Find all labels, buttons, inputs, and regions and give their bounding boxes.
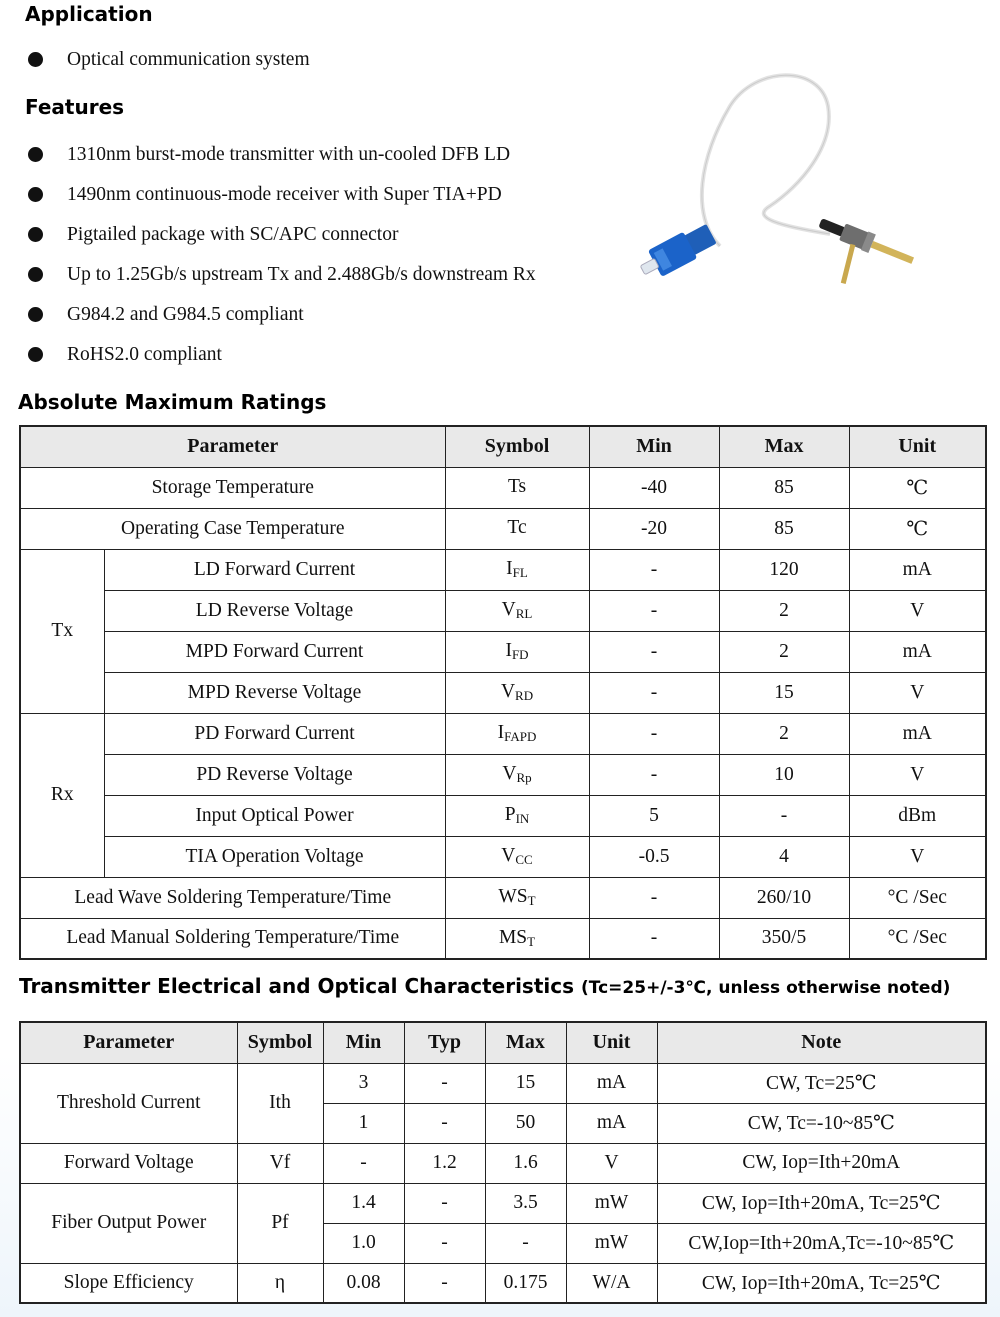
unit-cell: dBm bbox=[849, 795, 986, 836]
symbol-cell bbox=[445, 467, 589, 508]
typ-cell: - bbox=[404, 1063, 485, 1103]
typ-cell: - bbox=[404, 1263, 485, 1303]
symbol-base: I bbox=[506, 558, 513, 579]
table-row bbox=[20, 1263, 986, 1303]
unit-cell: V bbox=[849, 672, 986, 713]
unit-cell: V bbox=[849, 754, 986, 795]
symbol-cell bbox=[445, 918, 589, 959]
bullet-icon bbox=[28, 52, 43, 67]
symbol-cell bbox=[445, 631, 589, 672]
table-row bbox=[20, 631, 986, 672]
min-cell: - bbox=[589, 713, 719, 754]
symbol-cell bbox=[445, 713, 589, 754]
symbol-base: WS bbox=[498, 886, 528, 907]
unit-cell: mA bbox=[849, 713, 986, 754]
parameter-cell: LD Reverse Voltage bbox=[104, 590, 445, 631]
pigtail-module-image bbox=[630, 66, 940, 300]
symbol-base: V bbox=[501, 845, 516, 866]
symbol-base: Ts bbox=[507, 476, 527, 497]
parameter-cell: PD Forward Current bbox=[104, 713, 445, 754]
symbol-cell bbox=[445, 672, 589, 713]
parameter-cell: Lead Wave Soldering Temperature/Time bbox=[20, 877, 445, 918]
list-item bbox=[26, 40, 310, 80]
symbol-base: Tc bbox=[507, 517, 527, 538]
amr-header-symbol: Symbol bbox=[445, 426, 589, 467]
symbol-base: V bbox=[500, 681, 516, 702]
tx-header-parameter: Parameter bbox=[20, 1022, 237, 1063]
note-cell: CW, Tc=25℃ bbox=[657, 1063, 986, 1103]
amr-header-min: Min bbox=[589, 426, 719, 467]
max-cell: 0.175 bbox=[485, 1263, 566, 1303]
table-row bbox=[20, 1183, 986, 1223]
min-cell: - bbox=[589, 672, 719, 713]
min-cell: - bbox=[589, 549, 719, 590]
parameter-cell: Fiber Output Power bbox=[20, 1183, 237, 1263]
list-item-text: RoHS2.0 compliant bbox=[67, 344, 222, 365]
list-item-text: Up to 1.25Gb/s upstream Tx and 2.488Gb/s downstream Rx bbox=[67, 264, 536, 285]
list-item bbox=[26, 135, 536, 175]
unit-cell: mA bbox=[566, 1103, 657, 1143]
min-cell: - bbox=[589, 877, 719, 918]
min-cell: -40 bbox=[589, 467, 719, 508]
tx-heading bbox=[19, 974, 950, 998]
unit-cell: ℃ bbox=[849, 508, 986, 549]
bullet-icon bbox=[28, 187, 43, 202]
typ-cell: 1.2 bbox=[404, 1143, 485, 1183]
max-cell: 120 bbox=[719, 549, 849, 590]
min-cell: 1.4 bbox=[323, 1183, 404, 1223]
min-cell: 5 bbox=[589, 795, 719, 836]
symbol-base: V bbox=[502, 763, 517, 784]
application-heading: Application bbox=[25, 2, 153, 26]
symbol-subscript: CC bbox=[515, 852, 533, 867]
symbol-base: I bbox=[505, 640, 512, 661]
list-item bbox=[26, 175, 536, 215]
amr-table bbox=[19, 425, 987, 960]
amr-body bbox=[20, 467, 986, 959]
tx-header-unit: Unit bbox=[566, 1022, 657, 1063]
symbol-subscript: RD bbox=[515, 688, 534, 703]
bullet-icon bbox=[28, 347, 43, 362]
table-row bbox=[20, 672, 986, 713]
symbol-subscript: IN bbox=[515, 811, 530, 826]
symbol-base: I bbox=[497, 722, 505, 743]
unit-cell: V bbox=[566, 1143, 657, 1183]
amr-heading: Absolute Maximum Ratings bbox=[18, 390, 327, 414]
parameter-cell: MPD Reverse Voltage bbox=[104, 672, 445, 713]
parameter-cell: Input Optical Power bbox=[104, 795, 445, 836]
max-cell: 85 bbox=[719, 508, 849, 549]
symbol-base: MS bbox=[498, 926, 528, 948]
features-list bbox=[26, 135, 536, 375]
amr-header-max: Max bbox=[719, 426, 849, 467]
max-cell: 2 bbox=[719, 590, 849, 631]
parameter-cell: Threshold Current bbox=[20, 1063, 237, 1143]
max-cell: 260/10 bbox=[719, 877, 849, 918]
note-cell: CW, Iop=Ith+20mA, Tc=25℃ bbox=[657, 1263, 986, 1303]
table-row bbox=[20, 590, 986, 631]
min-cell: -20 bbox=[589, 508, 719, 549]
symbol-cell: η bbox=[237, 1263, 323, 1303]
tx-table bbox=[19, 1021, 987, 1304]
parameter-cell: Forward Voltage bbox=[20, 1143, 237, 1183]
parameter-cell: Slope Efficiency bbox=[20, 1263, 237, 1303]
symbol-cell bbox=[445, 754, 589, 795]
list-item-text: Pigtailed package with SC/APC connector bbox=[67, 224, 399, 245]
unit-cell: mA bbox=[849, 549, 986, 590]
unit-cell: V bbox=[849, 590, 986, 631]
min-cell: - bbox=[589, 631, 719, 672]
max-cell: 2 bbox=[719, 713, 849, 754]
symbol-subscript: Rp bbox=[516, 770, 532, 785]
parameter-cell: TIA Operation Voltage bbox=[104, 836, 445, 877]
symbol-subscript: FD bbox=[511, 647, 529, 662]
table-row bbox=[20, 1143, 986, 1183]
max-cell: 2 bbox=[719, 631, 849, 672]
parameter-cell: MPD Forward Current bbox=[104, 631, 445, 672]
symbol-base: V bbox=[501, 599, 516, 620]
table-row bbox=[20, 549, 986, 590]
max-cell: 3.5 bbox=[485, 1183, 566, 1223]
tx-body bbox=[20, 1063, 986, 1303]
table-row bbox=[20, 918, 986, 959]
bullet-icon bbox=[28, 307, 43, 322]
min-cell: 3 bbox=[323, 1063, 404, 1103]
tx-header-symbol: Symbol bbox=[237, 1022, 323, 1063]
symbol-subscript: FL bbox=[512, 565, 528, 580]
min-cell: - bbox=[589, 754, 719, 795]
table-row bbox=[20, 467, 986, 508]
list-item bbox=[26, 215, 536, 255]
parameter-cell: Operating Case Temperature bbox=[20, 508, 445, 549]
symbol-cell: Pf bbox=[237, 1183, 323, 1263]
min-cell: - bbox=[323, 1143, 404, 1183]
bullet-icon bbox=[28, 147, 43, 162]
unit-cell: °C /Sec bbox=[849, 877, 986, 918]
list-item bbox=[26, 295, 536, 335]
max-cell: 15 bbox=[719, 672, 849, 713]
list-item-text: Optical communication system bbox=[67, 49, 310, 70]
unit-cell: ℃ bbox=[849, 467, 986, 508]
note-cell: CW, Iop=Ith+20mA bbox=[657, 1143, 986, 1183]
table-row bbox=[20, 508, 986, 549]
amr-header-parameter: Parameter bbox=[20, 426, 445, 467]
tx-header-note: Note bbox=[657, 1022, 986, 1063]
parameter-cell: PD Reverse Voltage bbox=[104, 754, 445, 795]
min-cell: 1 bbox=[323, 1103, 404, 1143]
list-item-text: G984.2 and G984.5 compliant bbox=[67, 304, 304, 325]
max-cell: - bbox=[485, 1223, 566, 1263]
parameter-cell: Storage Temperature bbox=[20, 467, 445, 508]
table-row bbox=[20, 836, 986, 877]
symbol-subscript: RL bbox=[515, 606, 533, 621]
list-item bbox=[26, 335, 536, 375]
row-group-label: Tx bbox=[20, 549, 104, 713]
table-row bbox=[20, 754, 986, 795]
note-cell: CW, Iop=Ith+20mA, Tc=25℃ bbox=[657, 1183, 986, 1223]
max-cell: 85 bbox=[719, 467, 849, 508]
unit-cell: mA bbox=[566, 1063, 657, 1103]
symbol-base: P bbox=[504, 804, 516, 825]
max-cell: 1.6 bbox=[485, 1143, 566, 1183]
symbol-cell: Vf bbox=[237, 1143, 323, 1183]
table-row bbox=[20, 795, 986, 836]
amr-header-unit: Unit bbox=[849, 426, 986, 467]
note-cell: CW, Tc=-10~85℃ bbox=[657, 1103, 986, 1143]
max-cell: 50 bbox=[485, 1103, 566, 1143]
min-cell: 0.08 bbox=[323, 1263, 404, 1303]
symbol-subscript: FAPD bbox=[504, 729, 537, 744]
typ-cell: - bbox=[404, 1183, 485, 1223]
symbol-cell bbox=[445, 877, 589, 918]
max-cell: 15 bbox=[485, 1063, 566, 1103]
max-cell: 4 bbox=[719, 836, 849, 877]
max-cell: - bbox=[719, 795, 849, 836]
min-cell: 1.0 bbox=[323, 1223, 404, 1263]
min-cell: -0.5 bbox=[589, 836, 719, 877]
unit-cell: W/A bbox=[566, 1263, 657, 1303]
symbol-cell bbox=[445, 549, 589, 590]
unit-cell: °C /Sec bbox=[849, 918, 986, 959]
symbol-cell bbox=[445, 795, 589, 836]
typ-cell: - bbox=[404, 1103, 485, 1143]
max-cell: 10 bbox=[719, 754, 849, 795]
tx-header-max: Max bbox=[485, 1022, 566, 1063]
bullet-icon bbox=[28, 227, 43, 242]
unit-cell: mW bbox=[566, 1223, 657, 1263]
min-cell: - bbox=[589, 918, 719, 959]
table-row bbox=[20, 877, 986, 918]
parameter-cell: LD Forward Current bbox=[104, 549, 445, 590]
row-group-label: Rx bbox=[20, 713, 104, 877]
list-item-text: 1490nm continuous-mode receiver with Super TIA+PD bbox=[67, 184, 502, 205]
symbol-subscript: T bbox=[527, 933, 536, 949]
list-item-text: 1310nm burst-mode transmitter with un-cooled DFB LD bbox=[67, 144, 511, 165]
note-cell: CW,Iop=Ith+20mA,Tc=-10~85℃ bbox=[657, 1223, 986, 1263]
features-heading: Features bbox=[25, 95, 125, 119]
application-list bbox=[26, 40, 310, 80]
symbol-subscript: T bbox=[527, 893, 536, 908]
tx-header-typ: Typ bbox=[404, 1022, 485, 1063]
symbol-cell: Ith bbox=[237, 1063, 323, 1143]
symbol-cell bbox=[445, 590, 589, 631]
list-item bbox=[26, 255, 536, 295]
symbol-cell bbox=[445, 508, 589, 549]
tx-heading-title: Transmitter Electrical and Optical Characteristics bbox=[19, 974, 575, 998]
typ-cell: - bbox=[404, 1223, 485, 1263]
bullet-icon bbox=[28, 267, 43, 282]
unit-cell: V bbox=[849, 836, 986, 877]
tx-header-min: Min bbox=[323, 1022, 404, 1063]
parameter-cell: Lead Manual Soldering Temperature/Time bbox=[20, 918, 445, 959]
table-row bbox=[20, 713, 986, 754]
unit-cell: mW bbox=[566, 1183, 657, 1223]
symbol-cell bbox=[445, 836, 589, 877]
max-cell: 350/5 bbox=[719, 918, 849, 959]
tx-heading-condition: (Tc=25+/-3℃, unless otherwise noted) bbox=[580, 978, 951, 998]
min-cell: - bbox=[589, 590, 719, 631]
table-row bbox=[20, 1063, 986, 1103]
unit-cell: mA bbox=[849, 631, 986, 672]
